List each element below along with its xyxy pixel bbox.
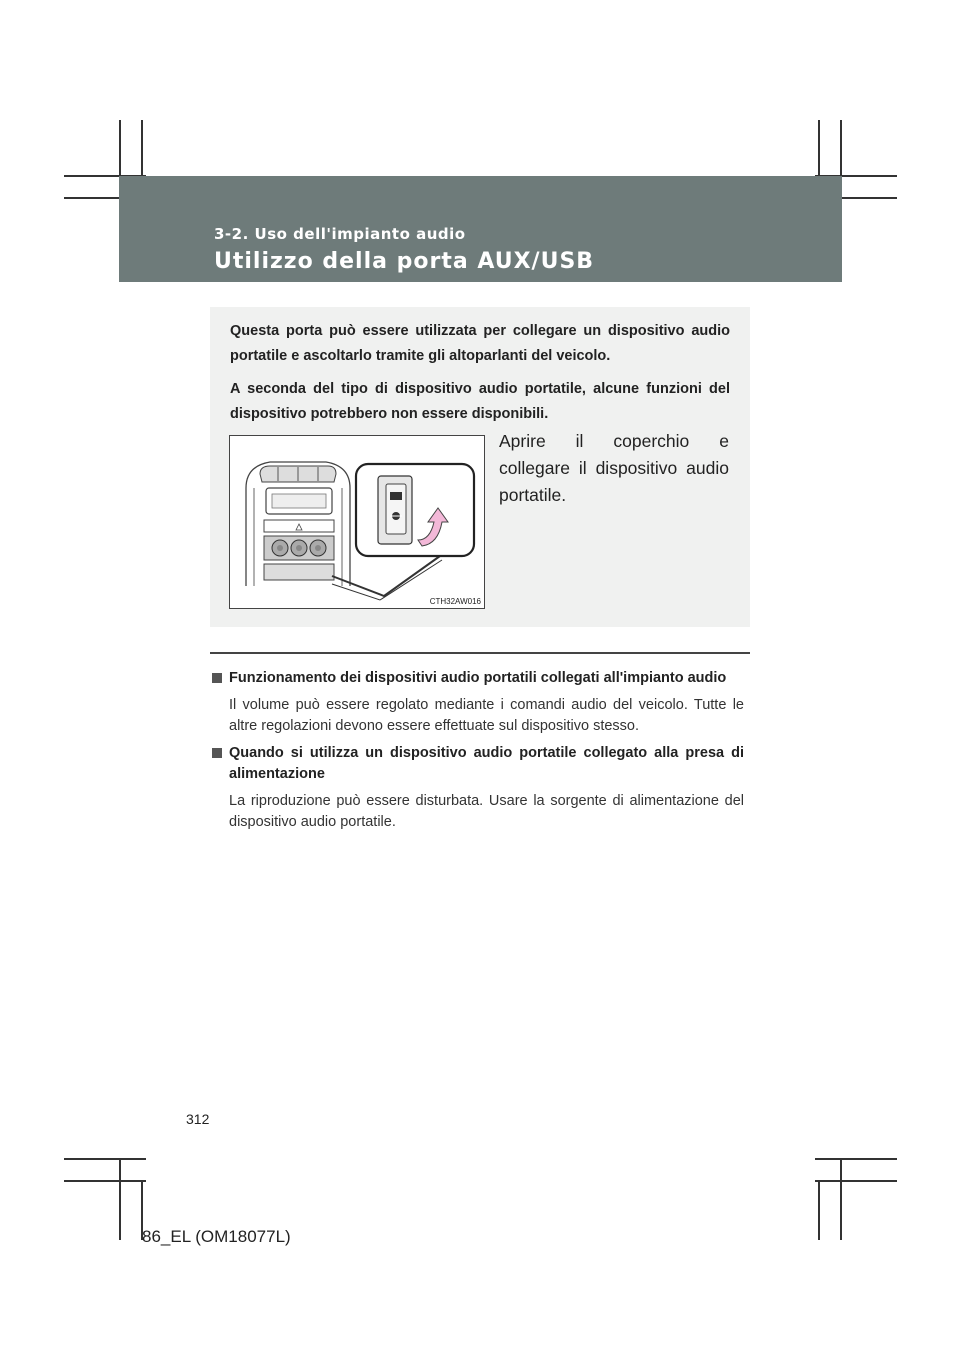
notes-section [212,668,744,839]
page-title: Utilizzo della porta AUX/USB [214,249,595,274]
document-code: 86_EL (OM18077L) [142,1227,291,1246]
note-item [212,668,744,737]
page-number: 312 [186,1111,210,1127]
crop-mark [815,1180,897,1182]
section-label: 3-2. Uso dell'impianto audio [214,225,466,243]
crop-mark [119,1158,121,1240]
intro-paragraph: Questa porta può essere utilizzata per collegare un dispositivo audio portatile e ascoltarlo tramite gli altoparlanti del veicolo. [230,323,730,364]
note-heading-text: Quando si utilizza un dispositivo audio portatile collegato alla presa di alimentazione [229,745,744,782]
note-body: Il volume può essere regolato mediante i comandi audio del veicolo. Tutte le altre regolazioni devono essere effettuate sul dispositivo stesso. [229,697,744,734]
square-bullet-icon [212,673,222,683]
note-heading [212,743,744,785]
crop-mark [64,1180,146,1182]
divider [210,652,750,654]
intro-box [210,307,750,627]
crop-mark [64,1158,146,1160]
intro-paragraph: A seconda del tipo di dispositivo audio portatile, alcune funzioni del dispositivo potrebbero non essere disponibili. [230,381,730,422]
aux-usb-port-illustration [229,435,485,609]
note-heading [212,668,744,689]
console-drawing [230,436,484,608]
note-heading-text: Funzionamento dei dispositivi audio portatili collegati all'impianto audio [229,670,727,686]
figure-code: CTH32AW016 [429,597,481,606]
instruction-text: Aprire il coperchio e collegare il dispositivo audio portatile. [499,431,729,505]
crop-mark [818,1180,820,1240]
note-item [212,743,744,833]
square-bullet-icon [212,748,222,758]
crop-mark [840,1158,842,1240]
intro-text [230,319,730,435]
note-body: La riproduzione può essere disturbata. Usare la sorgente di alimentazione del dispositivo audio portatile. [229,793,744,830]
crop-mark [815,1158,897,1160]
